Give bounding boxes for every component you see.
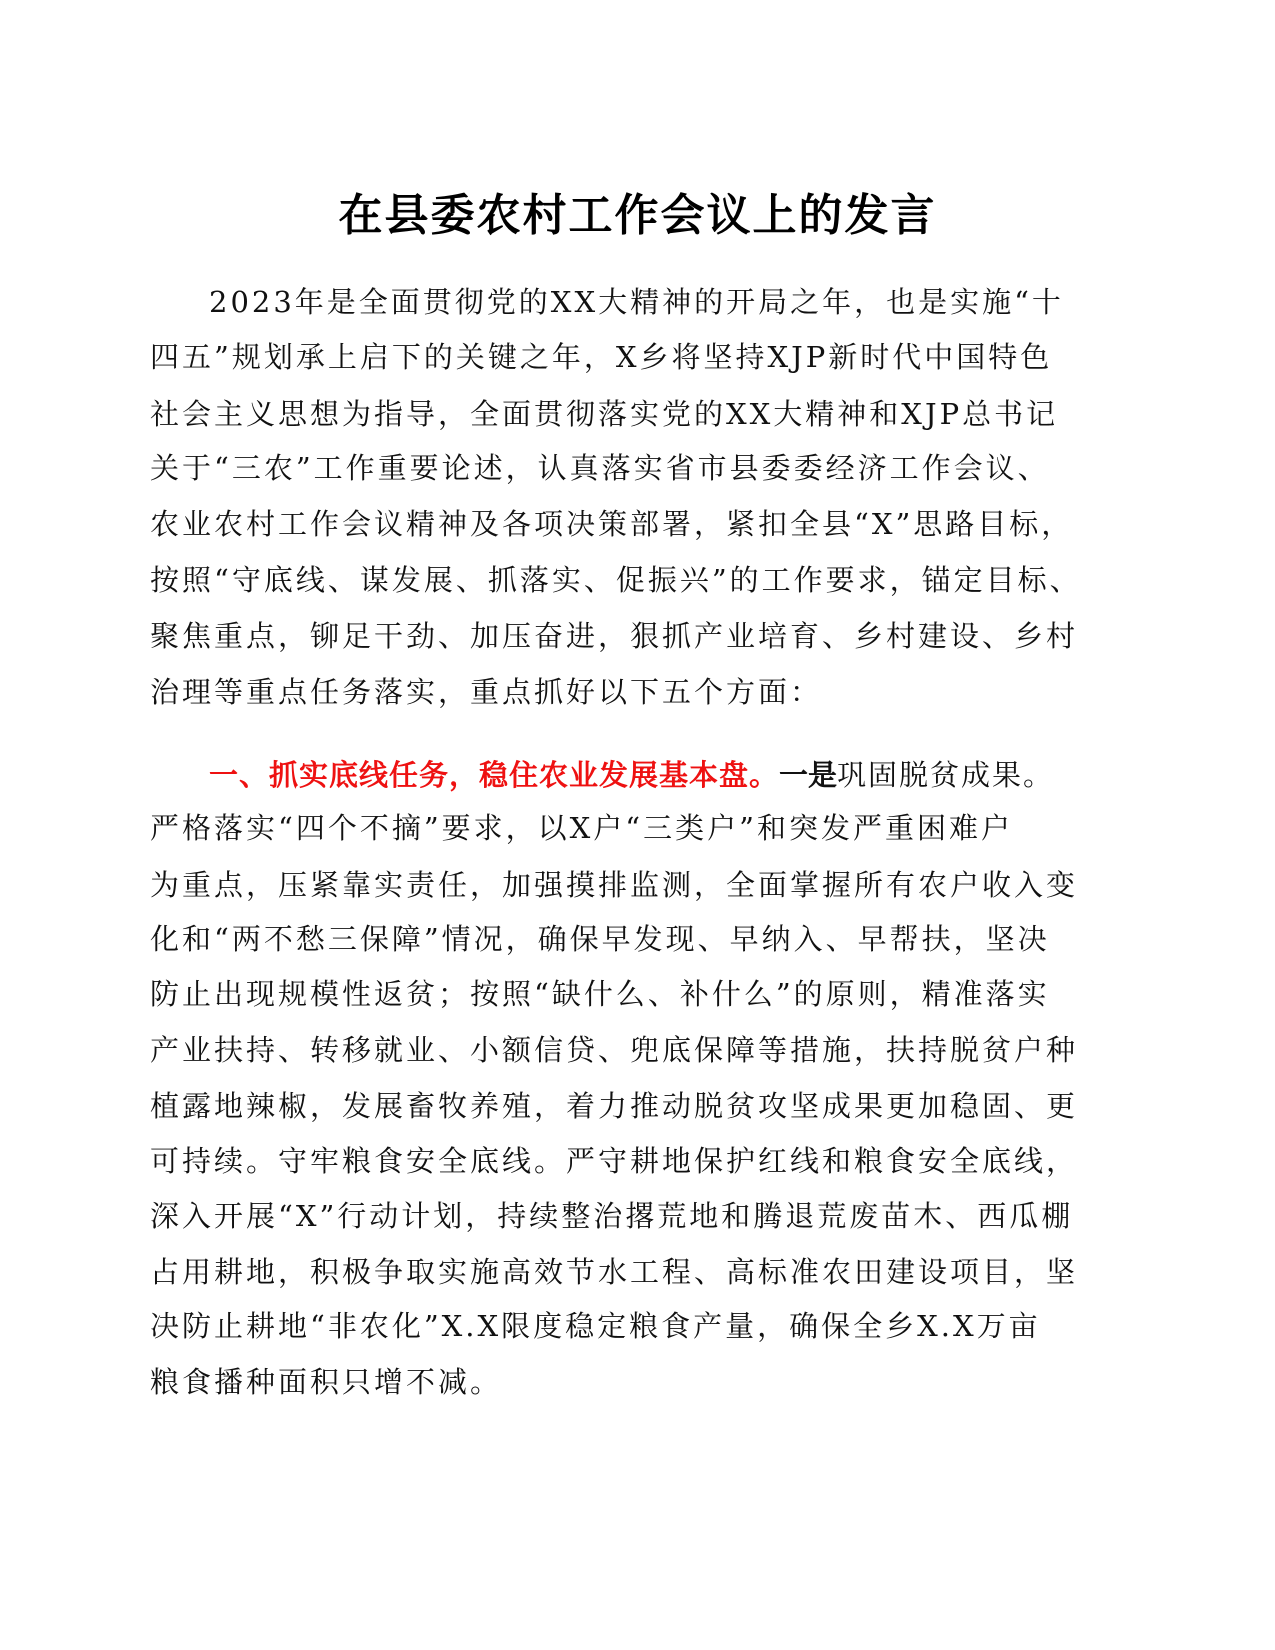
paragraph-line: 防止出现规模性返贫；按照“缺什么、补什么”的原则，精准落实 — [150, 977, 1050, 1011]
paragraph-line: 社会主义思想为指导，全面贯彻落实党的XX大精神和XJP总书记 — [150, 397, 1059, 431]
paragraph-line: 农业农村工作会议精神及各项决策部署，紧扣全县“X”思路目标， — [150, 507, 1074, 541]
paragraph-line: 粮食播种面积只增不减。 — [150, 1365, 503, 1399]
paragraph-line: 占用耕地，积极争取实施高效节水工程、高标准农田建设项目，坚 — [150, 1255, 1079, 1289]
paragraph-line: 四五”规划承上启下的关键之年，X乡将坚持XJP新时代中国特色 — [150, 340, 1053, 374]
paragraph-line: 决防止耕地“非农化”X.X限度稳定粮食产量，确保全乡X.X万亩 — [150, 1309, 1041, 1343]
paragraph-line: 按照“守底线、谋发展、抓落实、促振兴”的工作要求，锚定目标、 — [150, 563, 1082, 597]
paragraph-line: 治理等重点任务落实，重点抓好以下五个方面： — [150, 675, 823, 709]
paragraph-line: 深入开展“X”行动计划，持续整治撂荒地和腾退荒废苗木、西瓜棚 — [150, 1199, 1074, 1233]
section-heading: 一、抓实底线任务，稳住农业发展基本盘。 — [209, 758, 780, 792]
paragraph-line: 为重点，压紧靠实责任，加强摸排监测，全面掌握所有农户收入变 — [150, 868, 1079, 902]
paragraph-line: 可持续。守牢粮食安全底线。严守耕地保护红线和粮食安全底线， — [150, 1144, 1079, 1178]
paragraph-line: 化和“两不愁三保障”情况，确保早发现、早纳入、早帮扶，坚决 — [150, 922, 1050, 956]
paragraph-line: 植露地辣椒，发展畜牧养殖，着力推动脱贫攻坚成果更加稳固、更 — [150, 1089, 1079, 1123]
lead-bold: 一是 — [779, 758, 838, 792]
lead-rest: 巩固脱贫成果。 — [837, 758, 1055, 792]
paragraph-line: 产业扶持、转移就业、小额信贷、兜底保障等措施，扶持脱贫户种 — [150, 1033, 1079, 1067]
paragraph-line: 严格落实“四个不摘”要求，以X户“三类户”和突发严重困难户 — [150, 811, 1013, 845]
paragraph-line: 聚焦重点，铆足干劲、加压奋进，狠抓产业培育、乡村建设、乡村 — [150, 619, 1079, 653]
document-title: 在县委农村工作会议上的发言 — [338, 190, 937, 241]
paragraph-line: 关于“三农”工作重要论述，认真落实省市县委委经济工作会议、 — [150, 451, 1050, 485]
section-heading-line — [209, 755, 1054, 795]
paragraph-line: 2023年是全面贯彻党的XX大精神的开局之年，也是实施“十 — [209, 285, 1064, 319]
